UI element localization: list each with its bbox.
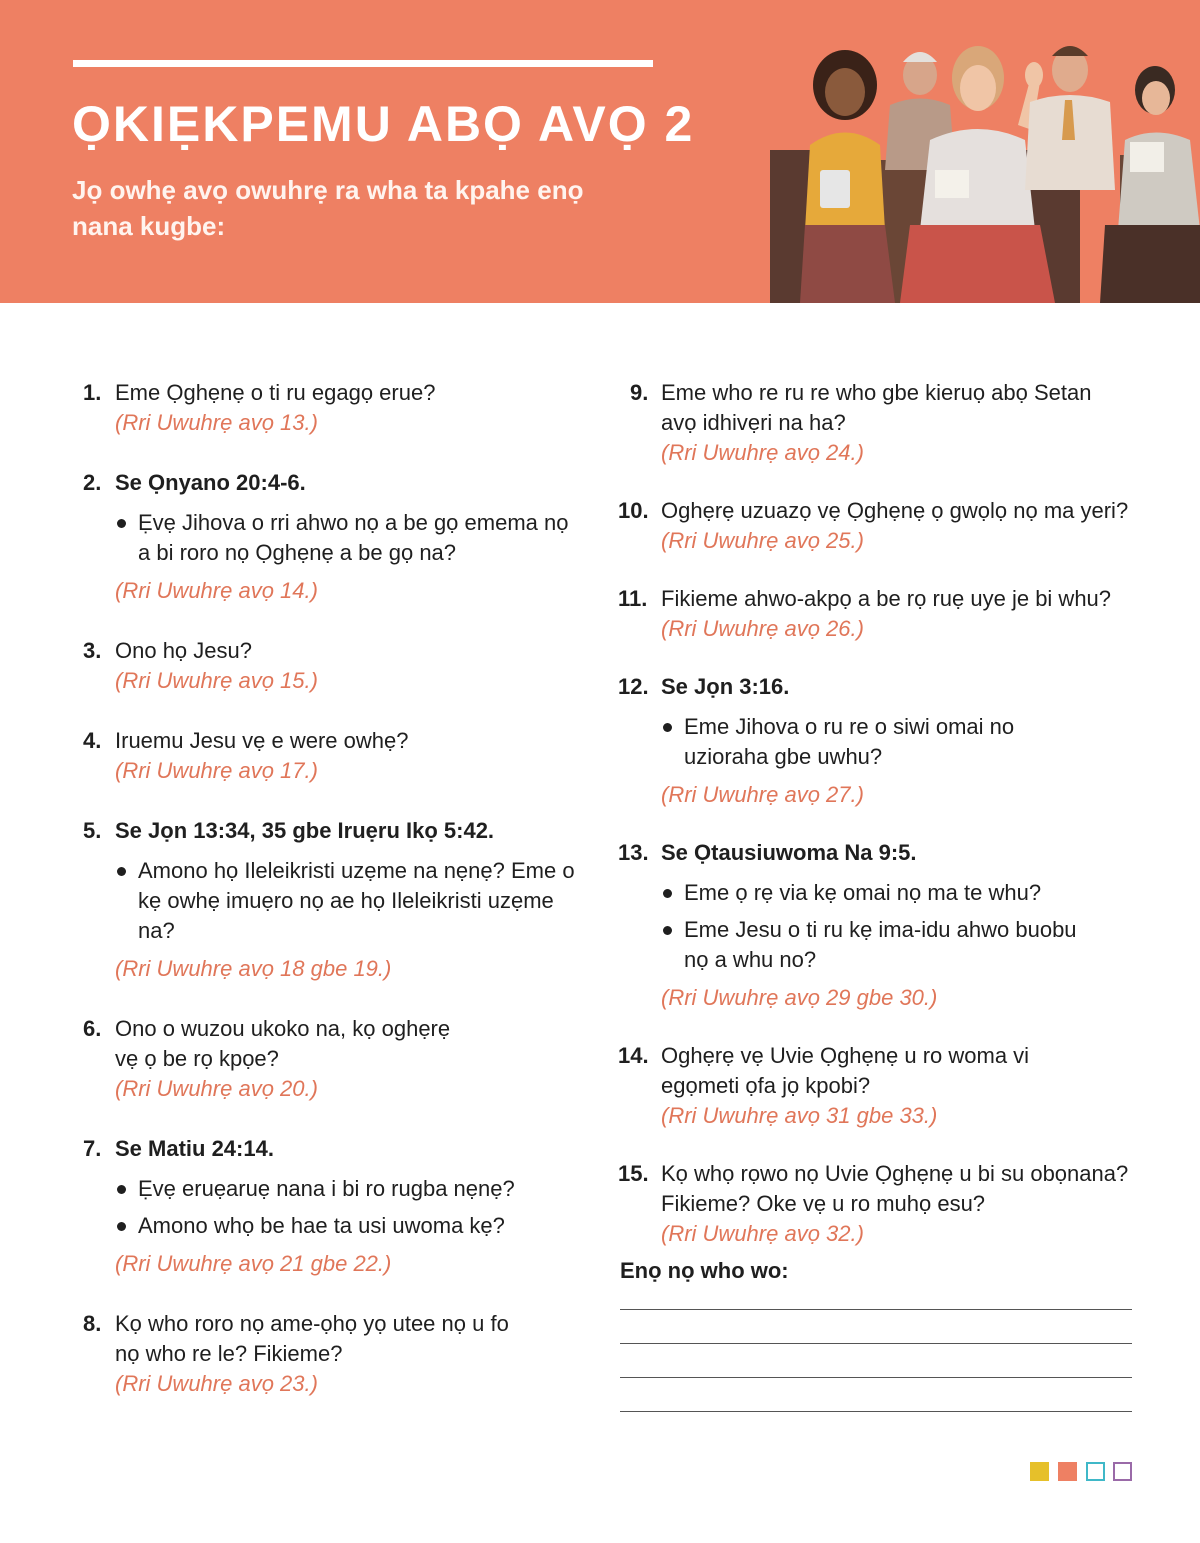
question-item [83, 636, 583, 696]
question-number: 9. [630, 380, 649, 405]
question-text: Se Ọtausiuwoma Na 9:5. [661, 840, 917, 865]
question-number: 4. [83, 728, 102, 753]
question-number: 2. [83, 470, 102, 495]
notes-line[interactable] [620, 1411, 1132, 1412]
question-number: 6. [83, 1016, 102, 1041]
question-text: Oghẹrẹ uzuazọ vẹ Ọghẹnẹ ọ gwọlọ nọ ma yeri? [661, 498, 1129, 523]
question-text: Ono họ Jesu? [115, 638, 252, 663]
question-item [83, 1134, 583, 1279]
lesson-reference: (Rri Uwuhrẹ avọ 31 gbe 33.) [661, 1103, 938, 1128]
page-subtitle: Jọ owhẹ avọ owuhrẹ ra wha ta kpahe enọ nana kugbe: [72, 175, 584, 241]
question-number: 5. [83, 818, 102, 843]
header-rule [73, 60, 653, 67]
teal-outline-square-icon [1086, 1462, 1105, 1481]
coral-square-icon [1058, 1462, 1077, 1481]
question-number: 14. [618, 1043, 649, 1068]
question-item [618, 838, 1081, 1013]
question-number: 11. [618, 586, 648, 611]
question-text: Se Jọn 3:16. [661, 674, 790, 699]
lesson-reference: (Rri Uwuhrẹ avọ 14.) [115, 578, 318, 603]
notes-line[interactable] [620, 1377, 1132, 1378]
question-item [83, 1309, 535, 1399]
question-item [618, 584, 1158, 644]
lesson-reference: (Rri Uwuhrẹ avọ 27.) [661, 782, 864, 807]
question-item [83, 468, 583, 606]
lesson-reference: (Rri Uwuhrẹ avọ 17.) [115, 758, 318, 783]
notes-line[interactable] [620, 1309, 1132, 1310]
lesson-reference: (Rri Uwuhrẹ avọ 26.) [661, 616, 864, 641]
audience-illustration [760, 30, 1200, 303]
bullet-item: Eme Jesu o ti ru kẹ ima-idu ahwo buobu nọ a whu no? [661, 915, 1081, 975]
question-text: Se Jọn 13:34, 35 gbe Iruẹru Ikọ 5:42. [115, 818, 495, 843]
lesson-reference: (Rri Uwuhrẹ avọ 24.) [661, 440, 864, 465]
header-banner [0, 0, 1200, 303]
bullet-item: Amono whọ be hae ta usi uwoma kẹ? [115, 1211, 583, 1241]
question-item [618, 672, 1061, 810]
question-number: 8. [83, 1311, 102, 1336]
question-text: Ono o wuzou ukoko na, kọ oghẹrẹ vẹ ọ be rọ kpọe? [115, 1016, 451, 1071]
question-text: Fikieme ahwo-akpọ a be rọ ruẹ uye je bi whu? [661, 586, 1112, 611]
question-text: Kọ who roro nọ ame-ọhọ yọ utee nọ u fo nọ who re le? Fikieme? [115, 1311, 509, 1366]
questions-right-column [618, 378, 1158, 1249]
question-text: Eme Ọghẹnẹ o ti ru egagọ erue? [115, 380, 436, 405]
notes-line[interactable] [620, 1343, 1132, 1344]
questions-left-column [83, 378, 583, 1399]
bullet-item: Eme ọ rẹ via kẹ omai nọ ma te whu? [661, 878, 1081, 908]
question-item [618, 1041, 1081, 1131]
notes-heading: Enọ nọ who wo: [620, 1258, 789, 1283]
bullet-item: Eme Jihova o ru re o siwi omai no uzioraha gbe uwhu? [661, 712, 1061, 772]
question-number: 1. [83, 380, 102, 405]
question-text: Oghẹrẹ vẹ Uvie Ọghẹnẹ u ro woma vi egọmeti ọfa jọ kpobi? [661, 1043, 1030, 1098]
bullet-list [661, 712, 1061, 772]
lesson-reference: (Rri Uwuhrẹ avọ 23.) [115, 1371, 318, 1396]
lesson-reference: (Rri Uwuhrẹ avọ 21 gbe 22.) [115, 1251, 392, 1276]
lesson-reference: (Rri Uwuhrẹ avọ 29 gbe 30.) [661, 985, 938, 1010]
question-item [83, 816, 583, 984]
lesson-reference: (Rri Uwuhrẹ avọ 25.) [661, 528, 864, 553]
question-text: Iruemu Jesu vẹ e were owhẹ? [115, 728, 409, 753]
question-item [618, 496, 1158, 556]
question-text: Se Matiu 24:14. [115, 1136, 274, 1161]
lesson-reference: (Rri Uwuhrẹ avọ 13.) [115, 410, 318, 435]
question-number: 10. [618, 498, 649, 523]
question-text: Se Ọnyano 20:4-6. [115, 470, 306, 495]
purple-outline-square-icon [1113, 1462, 1132, 1481]
lesson-reference: (Rri Uwuhrẹ avọ 18 gbe 19.) [115, 956, 392, 981]
bullet-list [115, 1174, 583, 1241]
lesson-reference: (Rri Uwuhrẹ avọ 15.) [115, 668, 318, 693]
page-title: ỌKIẸKPEMU ABỌ AVỌ 2 [72, 96, 695, 152]
question-text: Eme who re ru re who gbe kieruọ abọ Setan avọ idhivẹri na ha? [661, 380, 1092, 435]
question-item [83, 1014, 475, 1104]
question-item [618, 1159, 1141, 1249]
question-item [618, 378, 1121, 468]
question-item [83, 378, 583, 438]
bullet-list [115, 508, 583, 568]
question-number: 15. [618, 1161, 649, 1186]
question-number: 3. [83, 638, 102, 663]
question-item [83, 726, 583, 786]
question-number: 12. [618, 674, 649, 699]
lesson-reference: (Rri Uwuhrẹ avọ 32.) [661, 1221, 864, 1246]
bullet-item: Ẹvẹ Jihova o rri ahwo nọ a be gọ emema nọ a bi roro nọ Ọghẹnẹ a be gọ na? [115, 508, 583, 568]
bullet-list [115, 856, 583, 946]
question-number: 7. [83, 1136, 102, 1161]
lesson-reference: (Rri Uwuhrẹ avọ 20.) [115, 1076, 318, 1101]
bullet-list [661, 878, 1081, 975]
bullet-item: Amono họ Ileleikristi uzẹme na nẹnẹ? Eme o kẹ owhẹ imuẹro nọ ae họ Ileleikristi uzẹme na? [115, 856, 583, 946]
question-number: 13. [618, 840, 649, 865]
question-text: Kọ whọ rọwo nọ Uvie Ọghẹnẹ u bi su obọnana? Fikieme? Oke vẹ u ro muhọ esu? [661, 1161, 1129, 1216]
yellow-square-icon [1030, 1462, 1049, 1481]
bullet-item: Ẹvẹ eruẹaruẹ nana i bi ro rugba nẹnẹ? [115, 1174, 583, 1204]
